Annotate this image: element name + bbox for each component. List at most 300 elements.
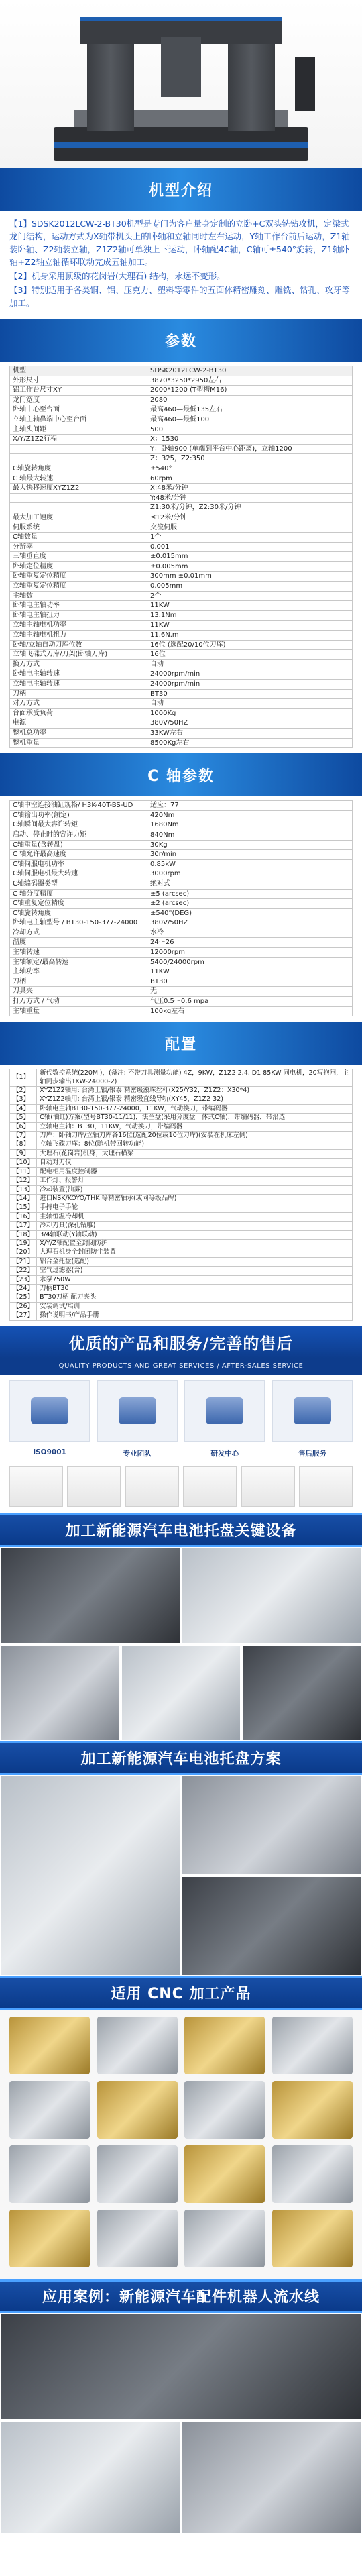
table-value-cell: 刀柄BT30 bbox=[37, 1284, 353, 1293]
table-key-cell: 卧轴/立轴自动刀库位数 bbox=[10, 640, 147, 650]
table-row bbox=[10, 640, 353, 650]
product-photo bbox=[184, 2081, 265, 2139]
table-row bbox=[10, 1257, 353, 1266]
table-value-cell: ±540°(DEG) bbox=[147, 908, 353, 918]
table-key-cell: 电源 bbox=[10, 718, 147, 729]
table-key-cell: 卧轴电主轴转速 bbox=[10, 669, 147, 680]
case-photo-grid bbox=[0, 2313, 362, 2534]
equipment-photo bbox=[0, 1644, 121, 1741]
table-row bbox=[10, 859, 353, 869]
certificate-image bbox=[67, 1466, 121, 1507]
c-axis-section-title: C 轴参数 bbox=[0, 753, 362, 796]
table-value-cell: 水泵750W bbox=[37, 1275, 353, 1284]
service-title: 优质的产品和服务/完善的售后 bbox=[0, 1326, 362, 1358]
table-row bbox=[10, 889, 353, 899]
table-key-cell: 整机总功率 bbox=[10, 728, 147, 738]
table-row bbox=[10, 1230, 353, 1239]
table-key-cell: 卧轴电主轴功率 bbox=[10, 601, 147, 611]
table-row bbox=[10, 1132, 353, 1140]
table-value-cell: 0.005mm bbox=[147, 582, 353, 592]
table-row bbox=[10, 899, 353, 909]
table-value-cell: ±540° bbox=[147, 464, 353, 474]
equipment-photo bbox=[241, 1644, 362, 1741]
product-photo bbox=[97, 2081, 178, 2139]
service-caption: ISO9001 bbox=[33, 1448, 66, 1456]
table-value-cell: 8500Kg左右 bbox=[147, 738, 353, 748]
table-row bbox=[10, 395, 353, 405]
table-value-cell: 11KW bbox=[147, 601, 353, 611]
table-key-cell: X/Y/Z1Z2行程 bbox=[10, 435, 147, 445]
table-key-cell: C轴输出功率(额定) bbox=[10, 810, 147, 820]
table-key-cell bbox=[10, 503, 147, 513]
certificate-image bbox=[183, 1466, 237, 1507]
table-row bbox=[10, 738, 353, 748]
table-value-cell: 300mm ±0.01mm bbox=[147, 572, 353, 582]
table-row bbox=[10, 1311, 353, 1320]
table-row bbox=[10, 869, 353, 879]
table-value-cell: 进口NSK/KOYO/THK 等精密轴承(或同等级品牌) bbox=[37, 1194, 353, 1203]
intro-paragraph: 【1】SDSK2012LCW-2-BT30机型是专门为客户量身定制的立卧+C双头铣钻攻机，定梁式龙门结构，运动方式为X轴带机头上的卧轴和立轴同时左右运动，Y轴工作台前后运动，Z1轴装卧轴、Z2轴装立轴，Z1Z2轴可单独上下运动，卧轴配4C轴，C轴可±540°旋转，Z1轴卧轴+Z2轴立轴循环联动完成五轴加工。 bbox=[9, 219, 350, 267]
table-row bbox=[10, 1293, 353, 1302]
table-key-cell: 卧轴中心至台面 bbox=[10, 405, 147, 415]
table-value-cell: 100kg左右 bbox=[147, 1006, 353, 1016]
service-icons bbox=[0, 1375, 362, 1448]
table-value-cell: 1000Kg bbox=[147, 708, 353, 718]
table-row bbox=[10, 1177, 353, 1185]
table-key-cell: 立轴主轴鼻端中心至台面 bbox=[10, 415, 147, 425]
product-photo bbox=[184, 2210, 265, 2267]
table-value-cell: 30Kg bbox=[147, 840, 353, 850]
equipment-photo bbox=[0, 1547, 181, 1644]
table-row bbox=[10, 908, 353, 918]
table-row bbox=[10, 669, 353, 680]
table-key-cell: 主轴功率 bbox=[10, 967, 147, 977]
table-value-cell: BT30 bbox=[147, 977, 353, 987]
table-value-cell: X：1530 bbox=[147, 435, 353, 445]
case-photo bbox=[181, 2420, 362, 2534]
table-value-cell: 3870*3250*2950左右 bbox=[147, 376, 353, 386]
table-key-cell: C轴重量(含转盘) bbox=[10, 840, 147, 850]
equipment-photo-grid bbox=[0, 1547, 362, 1741]
product-photo bbox=[97, 2145, 178, 2203]
table-key-cell: 【27】 bbox=[10, 1311, 37, 1320]
table-value-cell: 大理石(花岗岩)机身，大理石横梁 bbox=[37, 1149, 353, 1158]
table-key-cell: 【21】 bbox=[10, 1257, 37, 1266]
table-key-cell: 龙门宽度 bbox=[10, 395, 147, 405]
table-row bbox=[10, 572, 353, 582]
intro-section-title: 机型介绍 bbox=[0, 168, 362, 211]
table-key-cell: 三轴垂直度 bbox=[10, 552, 147, 562]
product-photo bbox=[272, 2081, 353, 2139]
table-key-cell: 【26】 bbox=[10, 1302, 37, 1311]
product-photo bbox=[272, 2210, 353, 2267]
table-value-cell: 气压0.5～0.6 mpa bbox=[147, 997, 353, 1007]
table-row bbox=[10, 454, 353, 464]
equipment-photo bbox=[181, 1547, 362, 1644]
table-value-cell: 2个 bbox=[147, 591, 353, 601]
certificate-image bbox=[125, 1466, 179, 1507]
table-row bbox=[10, 718, 353, 729]
table-key-cell: 立轴电主轴转速 bbox=[10, 680, 147, 690]
table-key-cell: 打刀方式 / 气动 bbox=[10, 997, 147, 1007]
table-row bbox=[10, 708, 353, 718]
table-key-cell: 【25】 bbox=[10, 1293, 37, 1302]
table-value-cell: 大理石机身全封闭防尘装置 bbox=[37, 1248, 353, 1257]
table-value-cell: 水冷 bbox=[147, 928, 353, 938]
table-value-cell: BT30 bbox=[147, 689, 353, 699]
table-key-cell: 刀柄 bbox=[10, 977, 147, 987]
table-key-cell: 【10】 bbox=[10, 1159, 37, 1167]
table-value-cell: 铝合金托盘(选配) bbox=[37, 1257, 353, 1266]
equipment-photo bbox=[121, 1644, 241, 1741]
table-row bbox=[10, 1114, 353, 1122]
table-row bbox=[10, 1006, 353, 1016]
table-row bbox=[10, 728, 353, 738]
table-key-cell: 【17】 bbox=[10, 1222, 37, 1230]
certificate-row bbox=[0, 1462, 362, 1513]
solution-photo bbox=[181, 1775, 362, 1876]
intro-paragraph: 【2】机身采用顶级的花岗岩(大理石) 结构，永远不变形。 bbox=[9, 271, 225, 281]
table-key-cell: C轴伺服电机最大转速 bbox=[10, 869, 147, 879]
table-row bbox=[10, 493, 353, 503]
table-row bbox=[10, 689, 353, 699]
table-row bbox=[10, 386, 353, 396]
table-key-cell: 【7】 bbox=[10, 1132, 37, 1140]
table-value-cell: 380V/50HZ bbox=[147, 918, 353, 928]
config-table bbox=[9, 1069, 353, 1320]
table-value-cell: 工作灯、报警灯 bbox=[37, 1177, 353, 1185]
table-value-cell: 立轴飞碟刀库：8位(随机带回转功能) bbox=[37, 1140, 353, 1149]
table-value-cell: Y：卧轴900 (单端到平台中心距离)，立轴1200 bbox=[147, 444, 353, 454]
table-value-cell: 主轴恒温冷却机 bbox=[37, 1212, 353, 1221]
table-value-cell: C轴(油缸)方案(型号BT30-11/11)，法兰盘(采用分度盘一体式C轴)，带编码器，带沿选 bbox=[37, 1114, 353, 1122]
table-key-cell: 【8】 bbox=[10, 1140, 37, 1149]
table-row bbox=[10, 938, 353, 948]
product-photo bbox=[9, 2145, 90, 2203]
table-row bbox=[10, 621, 353, 631]
table-key-cell: 卧轴电主轴型号 / BT30-150-377-24000 bbox=[10, 918, 147, 928]
table-value-cell: 0.85kW bbox=[147, 859, 353, 869]
table-value-cell: 24000rpm/min bbox=[147, 669, 353, 680]
service-image bbox=[97, 1380, 178, 1442]
table-value-cell: 自动 bbox=[147, 699, 353, 709]
table-value-cell: X/Y/Z轴配置全封闭防护 bbox=[37, 1239, 353, 1248]
table-row bbox=[10, 1284, 353, 1293]
table-row bbox=[10, 659, 353, 669]
table-key-cell: C轴编码器类型 bbox=[10, 879, 147, 889]
table-value-cell: 空气过滤器(含) bbox=[37, 1267, 353, 1275]
table-row bbox=[10, 444, 353, 454]
table-key-cell: 主轴重量 bbox=[10, 1006, 147, 1016]
table-value-cell: 自动对刀仪 bbox=[37, 1159, 353, 1167]
table-key-cell: 对刀方式 bbox=[10, 699, 147, 709]
params-table bbox=[9, 366, 353, 748]
table-value-cell: ±2 (arcsec) bbox=[147, 899, 353, 909]
table-value-cell: 3000rpm bbox=[147, 869, 353, 879]
table-row bbox=[10, 582, 353, 592]
table-row bbox=[10, 415, 353, 425]
table-key-cell: 【22】 bbox=[10, 1267, 37, 1275]
table-row bbox=[10, 997, 353, 1007]
table-row bbox=[10, 366, 353, 376]
product-photo bbox=[9, 2081, 90, 2139]
table-key-cell: C轴数量 bbox=[10, 533, 147, 543]
service-image bbox=[184, 1380, 265, 1442]
table-key-cell: 【14】 bbox=[10, 1194, 37, 1203]
table-row bbox=[10, 376, 353, 386]
table-row bbox=[10, 474, 353, 484]
table-row bbox=[10, 928, 353, 938]
table-value-cell: 24～26 bbox=[147, 938, 353, 948]
table-row bbox=[10, 1267, 353, 1275]
table-row bbox=[10, 523, 353, 533]
table-key-cell: 刀具夹 bbox=[10, 987, 147, 997]
table-key-cell: 主轴转速 bbox=[10, 948, 147, 958]
table-value-cell: ±0.005mm bbox=[147, 561, 353, 572]
product-photo bbox=[97, 2210, 178, 2267]
solution-photo bbox=[0, 1775, 181, 1976]
table-row bbox=[10, 1222, 353, 1230]
table-value-cell: 60rpm bbox=[147, 474, 353, 484]
table-value-cell: 11KW bbox=[147, 967, 353, 977]
table-row bbox=[10, 1203, 353, 1212]
table-key-cell: 伺服系统 bbox=[10, 523, 147, 533]
table-key-cell: 【24】 bbox=[10, 1284, 37, 1293]
table-row bbox=[10, 542, 353, 552]
table-key-cell: 【13】 bbox=[10, 1185, 37, 1194]
table-key-cell: 卧轴电主轴扭力 bbox=[10, 610, 147, 621]
table-row bbox=[10, 699, 353, 709]
table-row bbox=[10, 680, 353, 690]
params-section-title: 参数 bbox=[0, 319, 362, 362]
table-key-cell: 主轴额定/最高转速 bbox=[10, 957, 147, 967]
table-key-cell bbox=[10, 454, 147, 464]
table-value-cell: 11KW bbox=[147, 621, 353, 631]
table-value-cell: 操作说明书/产品手册 bbox=[37, 1311, 353, 1320]
table-row bbox=[10, 650, 353, 660]
table-value-cell: 1个 bbox=[147, 533, 353, 543]
table-key-cell: 【2】 bbox=[10, 1087, 37, 1095]
table-key-cell: 【19】 bbox=[10, 1239, 37, 1248]
table-value-cell: 33KW左右 bbox=[147, 728, 353, 738]
table-row bbox=[10, 610, 353, 621]
table-row bbox=[10, 1140, 353, 1149]
table-key-cell: C 轴允许最高速度 bbox=[10, 850, 147, 860]
table-key-cell: 冷却方式 bbox=[10, 928, 147, 938]
table-row bbox=[10, 631, 353, 641]
table-row bbox=[10, 533, 353, 543]
table-key-cell: 刀柄 bbox=[10, 689, 147, 699]
table-row bbox=[10, 405, 353, 415]
table-row bbox=[10, 1212, 353, 1221]
table-row bbox=[10, 850, 353, 860]
table-value-cell: Z：325，Z2:350 bbox=[147, 454, 353, 464]
table-key-cell: 【4】 bbox=[10, 1104, 37, 1113]
table-key-cell: 【18】 bbox=[10, 1230, 37, 1239]
solution-photo-grid bbox=[0, 1775, 362, 1976]
table-value-cell: 0.001 bbox=[147, 542, 353, 552]
table-value-cell: 卧轴电主轴BT30-150-377-24000，11KW，气动换刀，带编码器 bbox=[37, 1104, 353, 1113]
table-value-cell: 2080 bbox=[147, 395, 353, 405]
table-key-cell: C轴旋转角度 bbox=[10, 908, 147, 918]
table-value-cell: 16位 bbox=[147, 650, 353, 660]
cnc-machine-illustration bbox=[47, 10, 315, 161]
table-key-cell: C轴旋转角度 bbox=[10, 464, 147, 474]
table-row bbox=[10, 484, 353, 494]
table-row bbox=[10, 977, 353, 987]
table-value-cell: 最高460—最低100 bbox=[147, 415, 353, 425]
table-key-cell: 机型 bbox=[10, 366, 147, 376]
table-value-cell: X:48米/分钟 bbox=[147, 484, 353, 494]
table-value-cell: SDSK2012LCW-2-BT30 bbox=[147, 366, 353, 376]
table-row bbox=[10, 552, 353, 562]
table-key-cell: 最大快移速度XYZ1Z2 bbox=[10, 484, 147, 494]
table-key-cell: 温度 bbox=[10, 938, 147, 948]
table-row bbox=[10, 1275, 353, 1284]
table-key-cell: 台面承受负荷 bbox=[10, 708, 147, 718]
table-value-cell: ≤12米/分钟 bbox=[147, 513, 353, 523]
table-row bbox=[10, 1149, 353, 1158]
table-value-cell: 新代数控系统(220Mi)，(备注: 不带刀具测量功能) 4Z，9KW，Z1Z2 2.4, D1 85KW 同电机，20写抱闸，主轴同步输出1KW-24000-2) bbox=[37, 1069, 353, 1087]
table-key-cell: 外形尺寸 bbox=[10, 376, 147, 386]
service-captions bbox=[0, 1448, 362, 1462]
solution-photo bbox=[181, 1876, 362, 1976]
table-value-cell: 交流伺服 bbox=[147, 523, 353, 533]
config-section-title: 配置 bbox=[0, 1022, 362, 1065]
certificate-image bbox=[241, 1466, 295, 1507]
table-key-cell: 立轴主轴电机扭力 bbox=[10, 631, 147, 641]
table-row bbox=[10, 1159, 353, 1167]
table-key-cell: 【12】 bbox=[10, 1177, 37, 1185]
certificate-image bbox=[9, 1466, 63, 1507]
product-photo bbox=[272, 2017, 353, 2074]
table-row bbox=[10, 840, 353, 850]
table-key-cell: 【15】 bbox=[10, 1203, 37, 1212]
table-key-cell bbox=[10, 493, 147, 503]
table-value-cell: Z1:30米/分钟，Z2:30米/分钟 bbox=[147, 503, 353, 513]
table-key-cell: 【6】 bbox=[10, 1122, 37, 1131]
c-axis-table bbox=[9, 800, 353, 1016]
table-key-cell: 换刀方式 bbox=[10, 659, 147, 669]
table-row bbox=[10, 1167, 353, 1176]
case-photo bbox=[0, 2420, 181, 2534]
table-key-cell: 卧轴定位精度 bbox=[10, 561, 147, 572]
products-banner: 适用 CNC 加工产品 bbox=[0, 1976, 362, 2010]
table-value-cell: 13.1Nm bbox=[147, 610, 353, 621]
table-value-cell: 自动 bbox=[147, 659, 353, 669]
table-key-cell: 【16】 bbox=[10, 1212, 37, 1221]
table-row bbox=[10, 435, 353, 445]
service-image bbox=[272, 1380, 353, 1442]
table-key-cell: 【3】 bbox=[10, 1095, 37, 1104]
case-banner: 应用案例：新能源汽车配件机器人流水线 bbox=[0, 2279, 362, 2313]
machine-hero-image bbox=[0, 0, 362, 168]
table-value-cell: 30r/min bbox=[147, 850, 353, 860]
table-key-cell: 最大加工速度 bbox=[10, 513, 147, 523]
table-row bbox=[10, 820, 353, 830]
service-caption: 售后服务 bbox=[298, 1449, 326, 1458]
table-row bbox=[10, 948, 353, 958]
table-row bbox=[10, 464, 353, 474]
table-row bbox=[10, 601, 353, 611]
table-key-cell bbox=[10, 444, 147, 454]
table-row bbox=[10, 830, 353, 840]
table-value-cell: 绝对式 bbox=[147, 879, 353, 889]
table-row bbox=[10, 1248, 353, 1257]
table-value-cell: 12000rpm bbox=[147, 948, 353, 958]
table-key-cell: C轴瞬间最大容许转矩 bbox=[10, 820, 147, 830]
table-key-cell: 主轴数 bbox=[10, 591, 147, 601]
table-row bbox=[10, 591, 353, 601]
table-key-cell: 【1】 bbox=[10, 1069, 37, 1087]
cnc-products-gallery bbox=[0, 2010, 362, 2279]
table-value-cell: 配电柜用温度控制器 bbox=[37, 1167, 353, 1176]
table-row bbox=[10, 513, 353, 523]
table-row bbox=[10, 987, 353, 997]
table-value-cell: 16位 (选配20/10位刀库) bbox=[147, 640, 353, 650]
table-value-cell: 3/4轴联动(Y轴联动) bbox=[37, 1230, 353, 1239]
table-value-cell: 立轴电主轴：BT30，11KW，气动换刀，带编码器 bbox=[37, 1122, 353, 1131]
table-value-cell: 11.6N.m bbox=[147, 631, 353, 641]
table-key-cell: 分辨率 bbox=[10, 542, 147, 552]
table-row bbox=[10, 957, 353, 967]
table-key-cell: 【23】 bbox=[10, 1275, 37, 1284]
table-row bbox=[10, 1194, 353, 1203]
table-value-cell: 5400/24000rpm bbox=[147, 957, 353, 967]
table-row bbox=[10, 425, 353, 435]
table-row bbox=[10, 1185, 353, 1194]
table-key-cell: 【11】 bbox=[10, 1167, 37, 1176]
table-value-cell: 适应：77 bbox=[147, 801, 353, 811]
intro-text bbox=[0, 211, 362, 319]
table-key-cell: 铝工作台尺寸XY bbox=[10, 386, 147, 396]
service-image bbox=[9, 1380, 90, 1442]
table-key-cell: C 轴分度精度 bbox=[10, 889, 147, 899]
intro-paragraph: 【3】特别适用于各类铜、铝、压克力、塑料等零件的五面体精密雕刻、雕铣、钻孔、攻牙等加工。 bbox=[9, 285, 350, 308]
table-key-cell: 【9】 bbox=[10, 1149, 37, 1158]
table-row bbox=[10, 1069, 353, 1087]
service-subtitle: QUALITY PRODUCTS AND GREAT SERVICES / AFTER-SALES SERVICE bbox=[0, 1358, 362, 1375]
table-value-cell: 手持电子手轮 bbox=[37, 1203, 353, 1212]
table-value-cell: 冷却装置(油雾) bbox=[37, 1185, 353, 1194]
certificate-image bbox=[299, 1466, 353, 1507]
table-value-cell: XYZ1Z2轴用: 台湾上银/银泰 精密级滚珠丝杆(X25/Y32，Z1Z2：X30*4) bbox=[37, 1087, 353, 1095]
table-value-cell: 24000rpm/min bbox=[147, 680, 353, 690]
solution-banner: 加工新能源汽车电池托盘方案 bbox=[0, 1741, 362, 1775]
table-key-cell: 【5】 bbox=[10, 1114, 37, 1122]
product-photo bbox=[9, 2210, 90, 2267]
equipment-banner: 加工新能源汽车电池托盘关键设备 bbox=[0, 1513, 362, 1547]
table-key-cell: 启动、停止时的容许力矩 bbox=[10, 830, 147, 840]
case-photo bbox=[0, 2313, 362, 2420]
table-key-cell: C轴伺服电机功率 bbox=[10, 859, 147, 869]
table-value-cell: 冷却刀具(深孔钻雕) bbox=[37, 1222, 353, 1230]
table-row bbox=[10, 1104, 353, 1113]
table-value-cell: 刀库：卧轴刀库/立轴刀库各16位(选配20位或10位刀库)(安装在机床左侧) bbox=[37, 1132, 353, 1140]
product-photo bbox=[9, 2017, 90, 2074]
table-key-cell: 立轴飞碟式刀库/刀架(卧轴刀库) bbox=[10, 650, 147, 660]
table-row bbox=[10, 918, 353, 928]
table-value-cell: 500 bbox=[147, 425, 353, 435]
product-photo bbox=[97, 2017, 178, 2074]
table-row bbox=[10, 503, 353, 513]
service-caption: 专业团队 bbox=[123, 1449, 152, 1458]
table-key-cell: 【20】 bbox=[10, 1248, 37, 1257]
table-key-cell: 卧轴重复定位精度 bbox=[10, 572, 147, 582]
table-value-cell: ±5 (arcsec) bbox=[147, 889, 353, 899]
table-row bbox=[10, 1087, 353, 1095]
table-row bbox=[10, 1302, 353, 1311]
